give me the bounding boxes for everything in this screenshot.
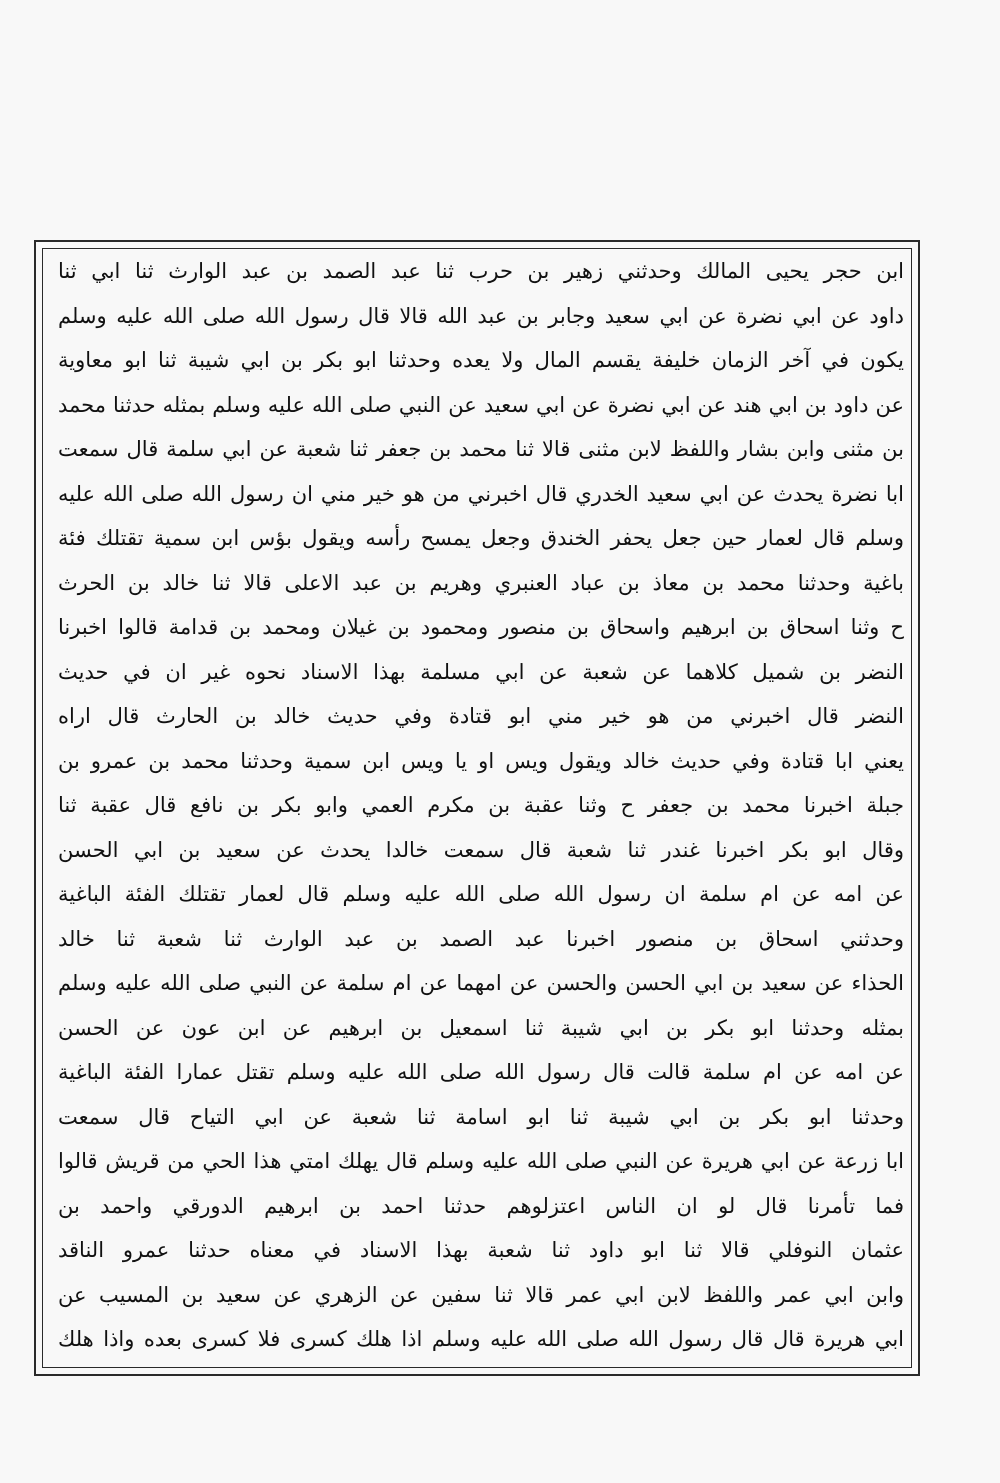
text-line: الحذاء عن سعيد بن ابي الحسن والحسن عن امهما عن ام سلمة عن النبي صلى الله عليه وسلم	[58, 971, 904, 995]
text-line: وابن ابي عمر واللفظ لابن ابي عمر قالا ثنا سفين عن الزهري عن سعيد بن المسيب عن	[58, 1282, 904, 1307]
arabic-text-block	[58, 252, 904, 1358]
text-line: ح وثنا اسحاق بن ابرهيم واسحاق بن منصور ومحمود بن غيلان ومحمد بن قدامة قالوا اخبرنا	[58, 615, 904, 639]
text-line: ابا زرعة عن ابي هريرة عن النبي صلى الله عليه وسلم قال يهلك امتي هذا الحي من قريش قالوا	[58, 1149, 904, 1173]
text-line: عثمان النوفلي قالا ثنا ابو داود ثنا شعبة بهذا الاسناد في معناه حدثنا عمرو الناقد	[58, 1238, 904, 1262]
text-line: عن داود بن ابي هند عن ابي نضرة عن ابي سعيد عن النبي صلى الله عليه وسلم بمثله حدثنا محمد	[58, 392, 904, 417]
text-line: وقال ابو بكر اخبرنا غندر ثنا شعبة قال سمعت خالدا يحدث عن سعيد بن ابي الحسن	[58, 837, 904, 862]
text-line: يعني ابا قتادة وفي حديث خالد ويقول ويس او يا ويس ابن سمية وحدثنا محمد بن عمرو بن	[58, 748, 904, 773]
text-line: وسلم قال لعمار حين جعل يحفر الخندق وجعل يمسح رأسه ويقول بؤس ابن سمية تقتلك فئة	[58, 526, 904, 550]
text-line: ابا نضرة يحدث عن ابي سعيد الخدري قال اخبرني من هو خير مني ان رسول الله صلى الله عليه	[58, 481, 904, 506]
text-line: بن مثنى وابن بشار واللفظ لابن مثنى قالا ثنا محمد بن جعفر ثنا شعبة عن ابي سلمة قال سمعت	[58, 437, 904, 461]
text-line: النضر قال اخبرني من هو خير مني ابو قتادة وفي حديث خالد بن الحارث قال اراه	[58, 704, 904, 728]
text-line: باغية وحدثنا محمد بن معاذ بن عباد العنبري وهريم بن عبد الاعلى قالا ثنا خالد بن الحرث	[58, 570, 904, 595]
text-line: يكون في آخر الزمان خليفة يقسم المال ولا يعده وحدثنا ابو بكر بن ابي شيبة ثنا ابو معاوية	[58, 348, 904, 372]
text-line: عن امه عن ام سلمة قالت قال رسول الله صلى الله عليه وسلم تقتل عمارا الفئة الباغية	[58, 1060, 904, 1084]
text-line: جبلة اخبرنا محمد بن جعفر ح وثنا عقبة بن مكرم العمي وابو بكر بن نافع قال عقبة ثنا	[58, 793, 904, 817]
text-line: بمثله وحدثنا ابو بكر بن ابي شيبة ثنا اسمعيل بن ابرهيم عن ابن عون عن الحسن	[58, 1015, 904, 1040]
text-line: فما تأمرنا قال لو ان الناس اعتزلوهم حدثنا احمد بن ابرهيم الدورقي واحمد بن	[58, 1193, 904, 1218]
text-line: داود عن ابي نضرة عن ابي سعيد وجابر بن عبد الله قالا قال رسول الله صلى الله عليه وسلم	[58, 303, 904, 328]
text-line: النضر بن شميل كلاهما عن شعبة عن ابي مسلمة بهذا الاسناد نحوه غير ان في حديث	[58, 659, 904, 684]
text-line: وحدثني اسحاق بن منصور اخبرنا عبد الصمد بن عبد الوارث ثنا شعبة ثنا خالد	[58, 926, 904, 951]
text-line: ابي هريرة قال قال رسول الله صلى الله عليه وسلم اذا هلك كسرى فلا كسرى بعده واذا هلك	[58, 1327, 904, 1351]
text-line: وحدثنا ابو بكر بن ابي شيبة ثنا ابو اسامة ثنا شعبة عن ابي التياح قال سمعت	[58, 1104, 904, 1129]
text-line: ابن حجر يحيى المالك وحدثني زهير بن حرب ثنا عبد الصمد بن عبد الوارث ثنا ابي ثنا	[58, 259, 904, 283]
text-line: عن امه عن ام سلمة ان رسول الله صلى الله عليه وسلم قال لعمار تقتلك الفئة الباغية	[58, 882, 904, 906]
